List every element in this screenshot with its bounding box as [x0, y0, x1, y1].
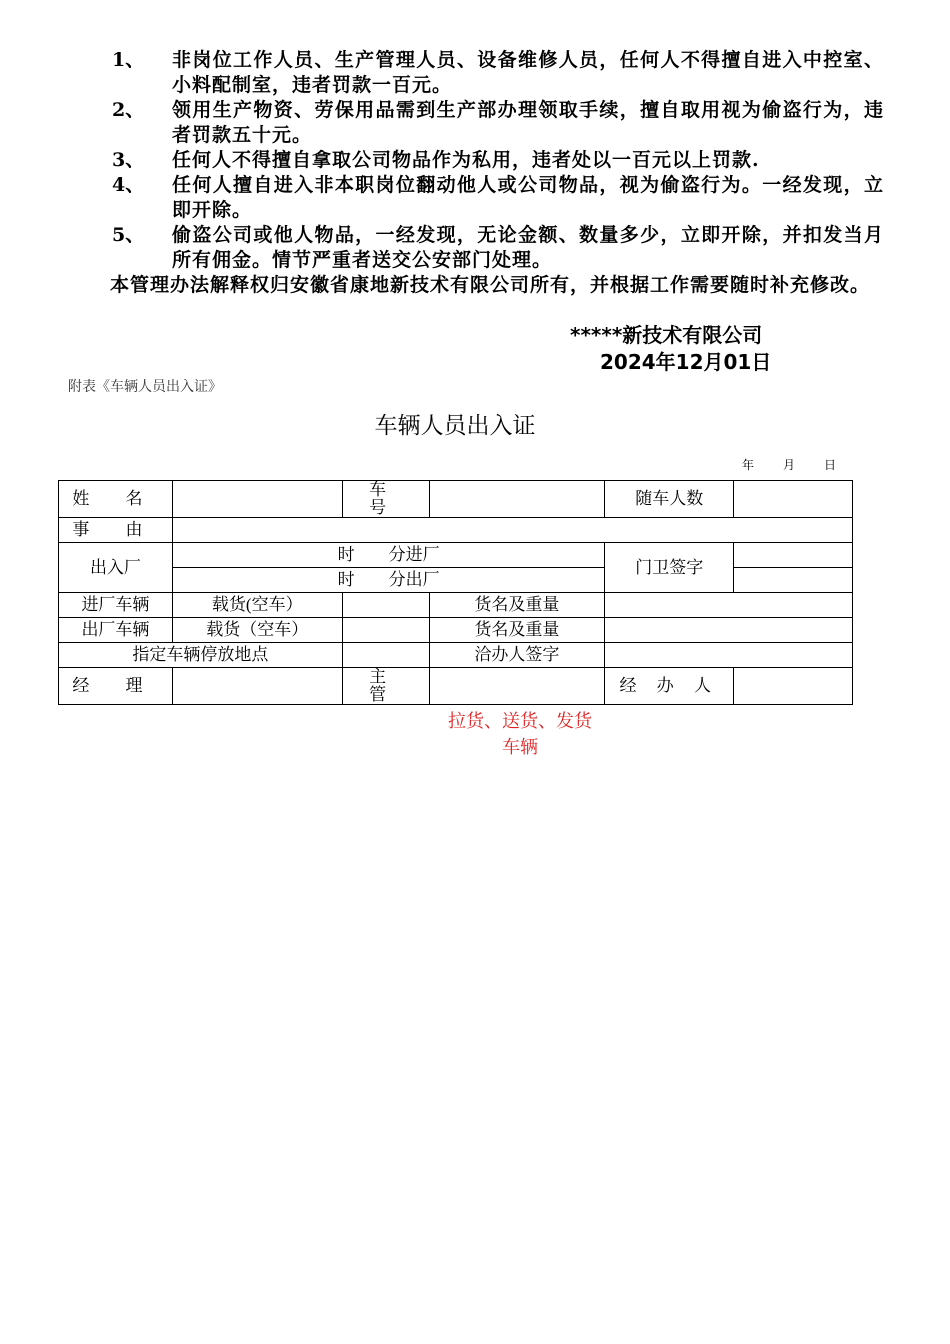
- rule-text: 偷盗公司或他人物品，一经发现，无论金额、数量多少，立即开除，并扣发当月所有佣金。情节严重者送交公安部门处理。: [172, 224, 884, 271]
- out-load-field[interactable]: [342, 618, 429, 643]
- rule-text: 领用生产物资、劳保用品需到生产部办理领取手续，擅自取用视为偷盗行为，违者罚款五十元。: [172, 99, 884, 146]
- in-vehicle-label: 进厂车辆: [59, 593, 173, 618]
- closing-paragraph: 本管理办法解释权归安徽省康地新技术有限公司所有，并根据工作需要随时补充修改。: [110, 274, 871, 296]
- vehicle-note-line1: 拉货、送货、发货: [448, 711, 592, 731]
- in-load-field[interactable]: [342, 593, 429, 618]
- guard-sign-label: 门卫签字: [605, 543, 734, 593]
- supervisor-label: 主 管: [342, 668, 429, 705]
- parking-field[interactable]: [342, 643, 429, 668]
- plate-label: 车 号: [342, 481, 429, 518]
- rule-item: [68, 148, 884, 173]
- form-date-line: 年 月 日: [742, 458, 837, 472]
- table-row: [59, 543, 853, 568]
- passengers-field[interactable]: [734, 481, 853, 518]
- in-load-label: 载货(空车）: [172, 593, 342, 618]
- rule-number: 1、: [112, 49, 145, 71]
- out-load-label: 载货（空车）: [172, 618, 342, 643]
- appendix-label: 附表《车辆人员出入证》: [68, 380, 222, 395]
- form-title: 车辆人员出入证: [374, 413, 536, 439]
- rule-number: 3、: [112, 149, 145, 171]
- rule-text: 任何人擅自进入非本职岗位翻动他人或公司物品，视为偷盗行为。一经发现，立即开除。: [172, 174, 884, 221]
- passengers-label: 随车人数: [605, 481, 734, 518]
- in-goods-field[interactable]: [605, 593, 853, 618]
- guard-sign-entry-field[interactable]: [734, 543, 853, 568]
- out-goods-label: 货名及重量: [429, 618, 605, 643]
- rule-item: [68, 173, 884, 223]
- signature-date: 2024年12月01日: [600, 350, 772, 374]
- table-row: [59, 568, 853, 593]
- table-row: [59, 668, 853, 705]
- entry-exit-label: 出入厂: [59, 543, 173, 593]
- name-label: 姓 名: [59, 481, 173, 518]
- operator-field[interactable]: [734, 668, 853, 705]
- reason-field[interactable]: [172, 518, 852, 543]
- rule-number: 4、: [112, 174, 145, 196]
- in-goods-label: 货名及重量: [429, 593, 605, 618]
- entry-time-field[interactable]: 时 分进厂: [172, 543, 604, 568]
- table-row: [59, 481, 853, 518]
- table-row: [59, 518, 853, 543]
- rule-number: 5、: [112, 224, 145, 246]
- table-row: [59, 643, 853, 668]
- supervisor-field[interactable]: [429, 668, 605, 705]
- plate-field[interactable]: [429, 481, 605, 518]
- out-goods-field[interactable]: [605, 618, 853, 643]
- table-row: [59, 593, 853, 618]
- rule-item: [68, 48, 884, 98]
- rule-text: 非岗位工作人员、生产管理人员、设备维修人员，任何人不得擅自进入中控室、小料配制室，违者罚款一百元。: [172, 49, 884, 96]
- handler-sign-label: 洽办人签字: [429, 643, 605, 668]
- rules-list: [68, 48, 884, 298]
- rule-item: [68, 223, 884, 273]
- rule-item: [68, 98, 884, 148]
- name-field[interactable]: [172, 481, 342, 518]
- operator-label: 经 办 人: [605, 668, 734, 705]
- reason-label: 事 由: [59, 518, 173, 543]
- rule-number: 2、: [112, 99, 145, 121]
- signature-block: [560, 322, 840, 376]
- guard-sign-exit-field[interactable]: [734, 568, 853, 593]
- manager-label: 经 理: [59, 668, 173, 705]
- handler-sign-field[interactable]: [605, 643, 853, 668]
- vehicle-note-line2: 车辆: [502, 737, 538, 757]
- permit-table: [58, 480, 853, 705]
- exit-time-field[interactable]: 时 分出厂: [172, 568, 604, 593]
- manager-field[interactable]: [172, 668, 342, 705]
- table-row: [59, 618, 853, 643]
- rule-text: 任何人不得擅自拿取公司物品作为私用，违者处以一百元以上罚款.: [172, 149, 760, 171]
- vehicle-note: [440, 708, 600, 760]
- out-vehicle-label: 出厂车辆: [59, 618, 173, 643]
- parking-label: 指定车辆停放地点: [59, 643, 343, 668]
- signature-company: *****新技术有限公司: [570, 323, 763, 347]
